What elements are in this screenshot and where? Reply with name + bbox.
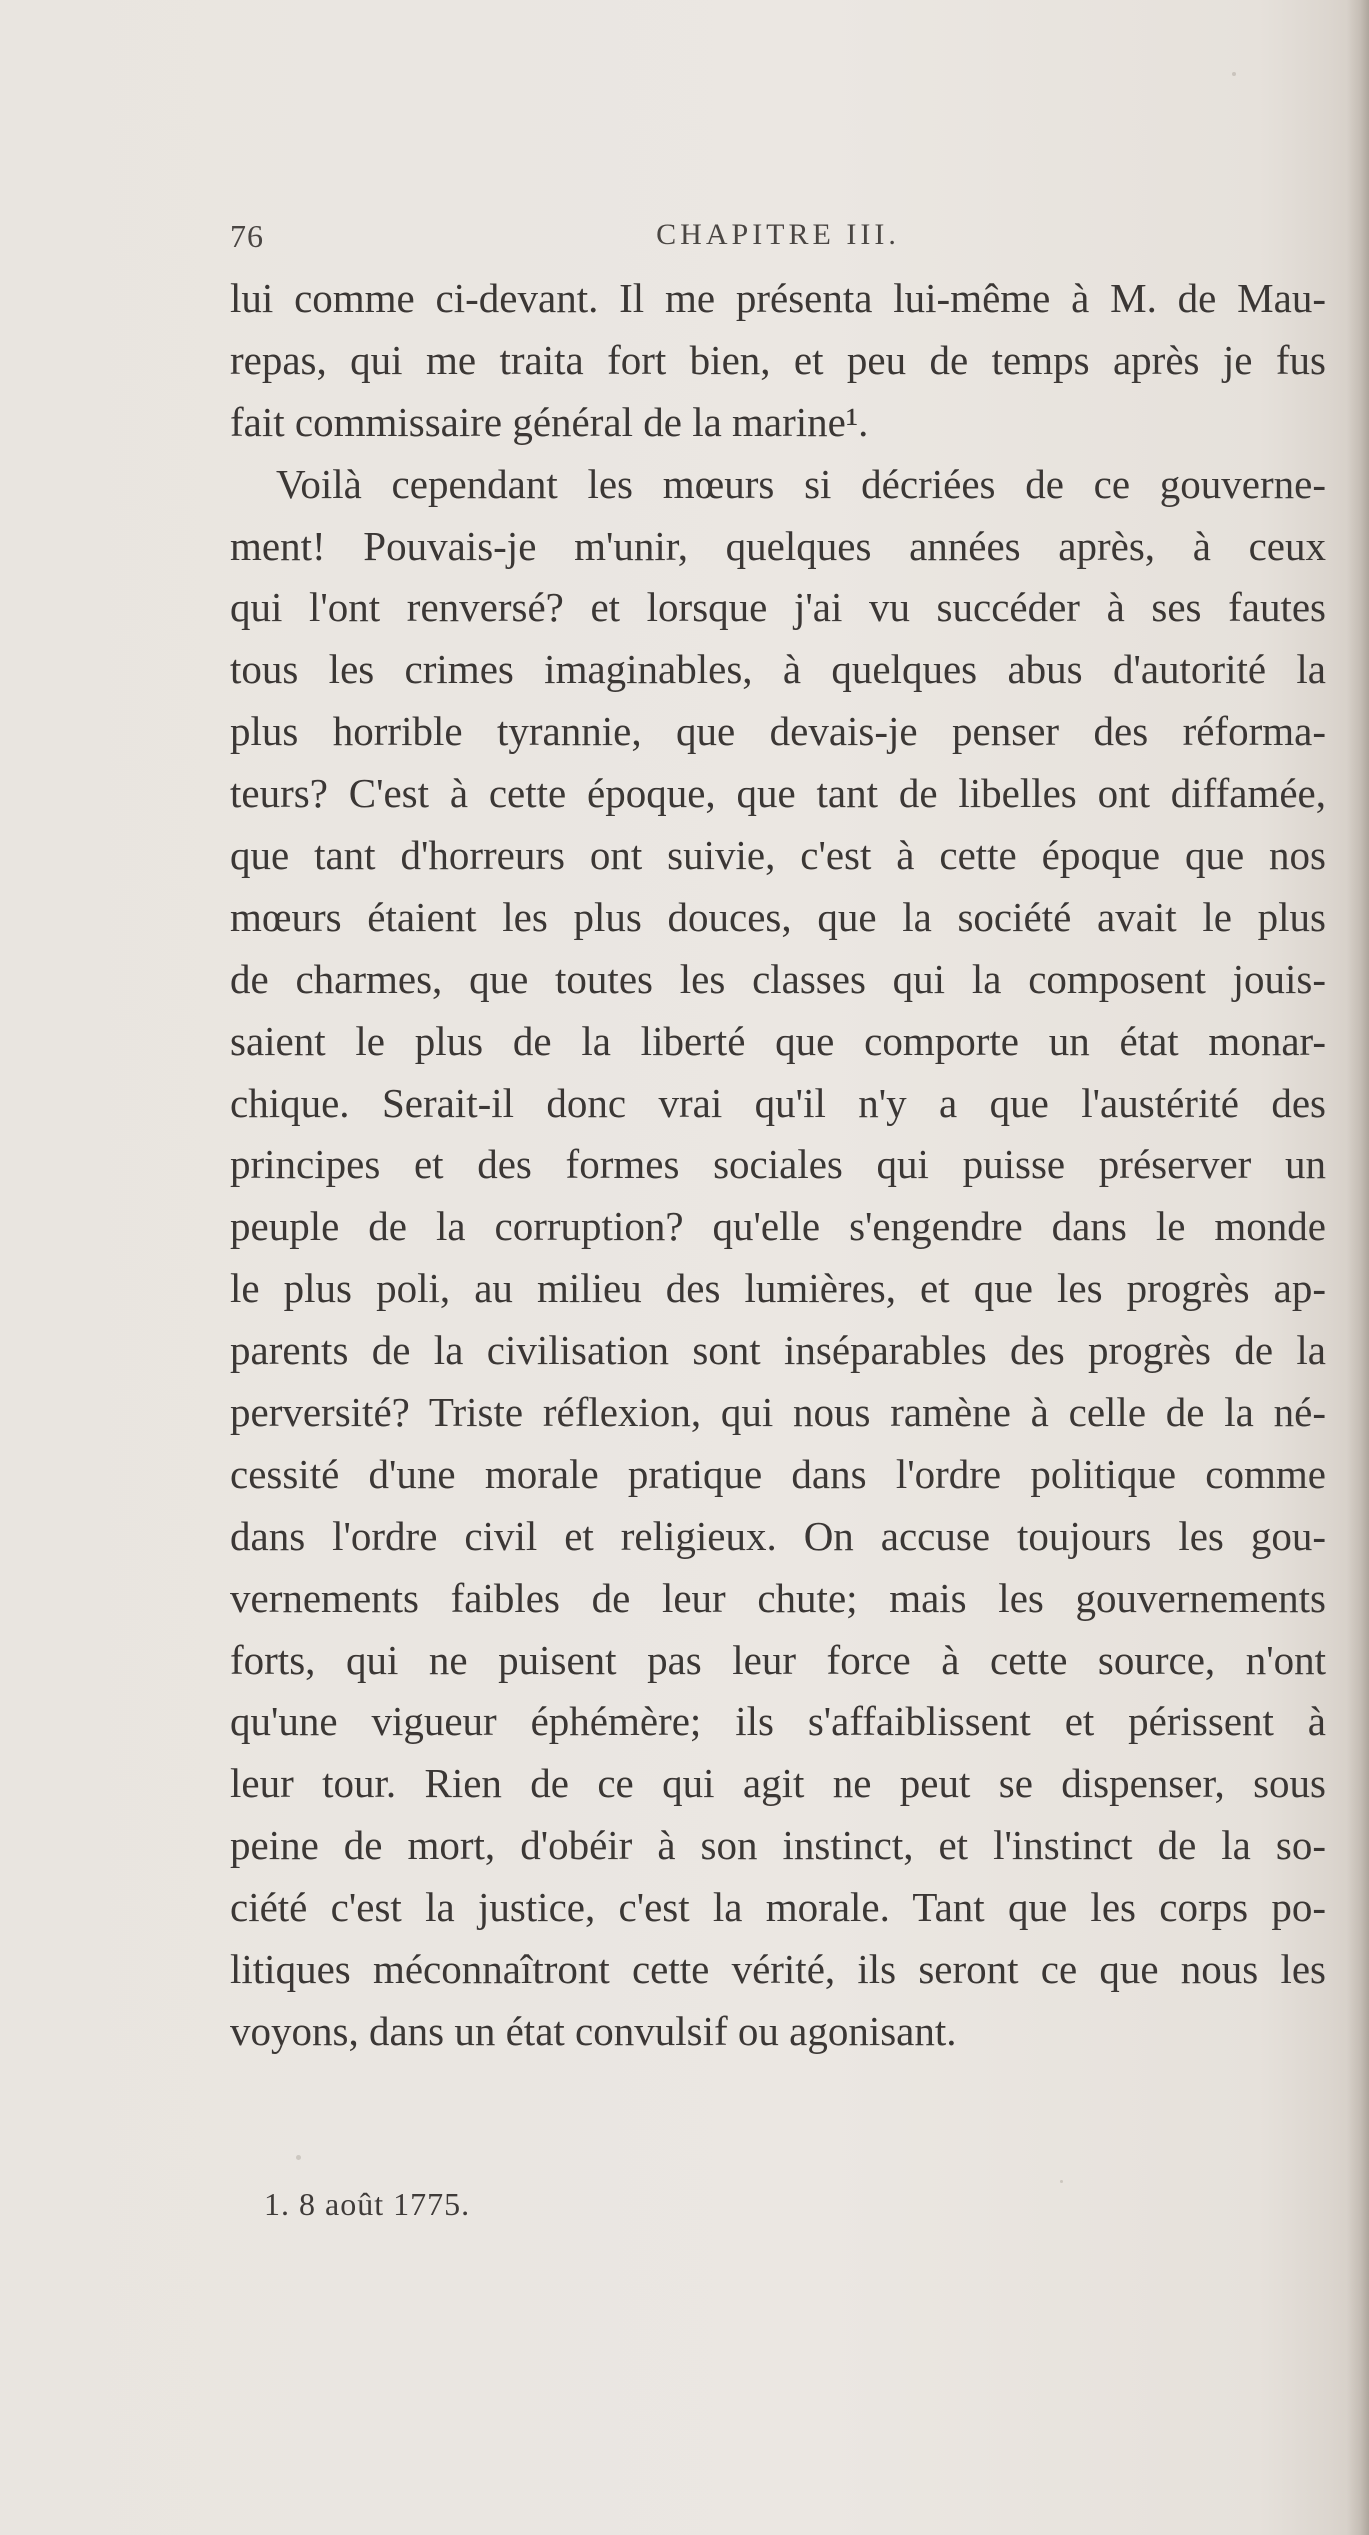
text-line: perversité? Triste réflexion, qui nous ramène à celle de la né-: [230, 1389, 1326, 1436]
paper-speck: [1232, 72, 1236, 76]
text-line: Voilà cependant les mœurs si décriées de ce gouverne-: [276, 460, 1326, 507]
text-line: mœurs étaient les plus douces, que la société avait le plus: [230, 893, 1326, 940]
page-edge-shadow: [1347, 0, 1369, 2535]
text-line: principes et des formes sociales qui puisse préserver un: [230, 1141, 1326, 1188]
body-text: [230, 268, 1326, 2063]
text-line: le plus poli, au milieu des lumières, et que les progrès ap-: [230, 1265, 1326, 1312]
text-line: de charmes, que toutes les classes qui la composent jouis-: [230, 955, 1326, 1002]
page-number: 76: [230, 218, 264, 254]
text-line: cessité d'une morale pratique dans l'ordre politique comme: [230, 1450, 1326, 1497]
text-line: lui comme ci-devant. Il me présenta lui-même à M. de Mau-: [230, 275, 1326, 321]
text-line: leur tour. Rien de ce qui agit ne peut se dispenser, sous: [230, 1760, 1326, 1807]
paper-speck: [1060, 2180, 1063, 2183]
text-line: ment! Pouvais-je m'unir, quelques années après, à ceux: [230, 522, 1326, 569]
page-header: [230, 218, 1326, 262]
text-line: parents de la civilisation sont inséparables des progrès de la: [230, 1327, 1326, 1374]
footnote: 1. 8 août 1775.: [264, 2186, 471, 2222]
paper-speck: [296, 2155, 301, 2160]
text-line: plus horrible tyrannie, que devais-je penser des réforma-: [230, 708, 1326, 755]
text-line: peuple de la corruption? qu'elle s'engendre dans le monde: [230, 1203, 1326, 1250]
text-line: dans l'ordre civil et religieux. On accuse toujours les gou-: [230, 1512, 1326, 1559]
text-line: ciété c'est la justice, c'est la morale. Tant que les corps po-: [230, 1884, 1326, 1931]
text-line: teurs? C'est à cette époque, que tant de libelles ont diffamée,: [230, 770, 1326, 817]
text-line: qui l'ont renversé? et lorsque j'ai vu succéder à ses fautes: [230, 584, 1326, 631]
text-line: qu'une vigueur éphémère; ils s'affaiblissent et périssent à: [230, 1698, 1326, 1745]
text-line: vernements faibles de leur chute; mais les gouvernements: [230, 1574, 1326, 1621]
text-line: chique. Serait-il donc vrai qu'il n'y a que l'austérité des: [230, 1079, 1326, 1126]
running-title: CHAPITRE III.: [656, 218, 900, 251]
text-line: saient le plus de la liberté que comporte un état monar-: [230, 1017, 1326, 1064]
text-line: fait commissaire général de la marine¹.: [230, 398, 869, 445]
text-line: litiques méconnaîtront cette vérité, ils seront ce que nous les: [230, 1946, 1326, 1993]
text-line: repas, qui me traita fort bien, et peu de temps après je fus: [230, 336, 1326, 383]
text-line: forts, qui ne puisent pas leur force à cette source, n'ont: [230, 1636, 1326, 1683]
text-line: que tant d'horreurs ont suivie, c'est à cette époque que nos: [230, 832, 1326, 879]
text-line: tous les crimes imaginables, à quelques abus d'autorité la: [230, 646, 1326, 693]
text-line: peine de mort, d'obéir à son instinct, et l'instinct de la so-: [230, 1822, 1326, 1869]
text-line: voyons, dans un état convulsif ou agonisant.: [230, 2007, 957, 2054]
